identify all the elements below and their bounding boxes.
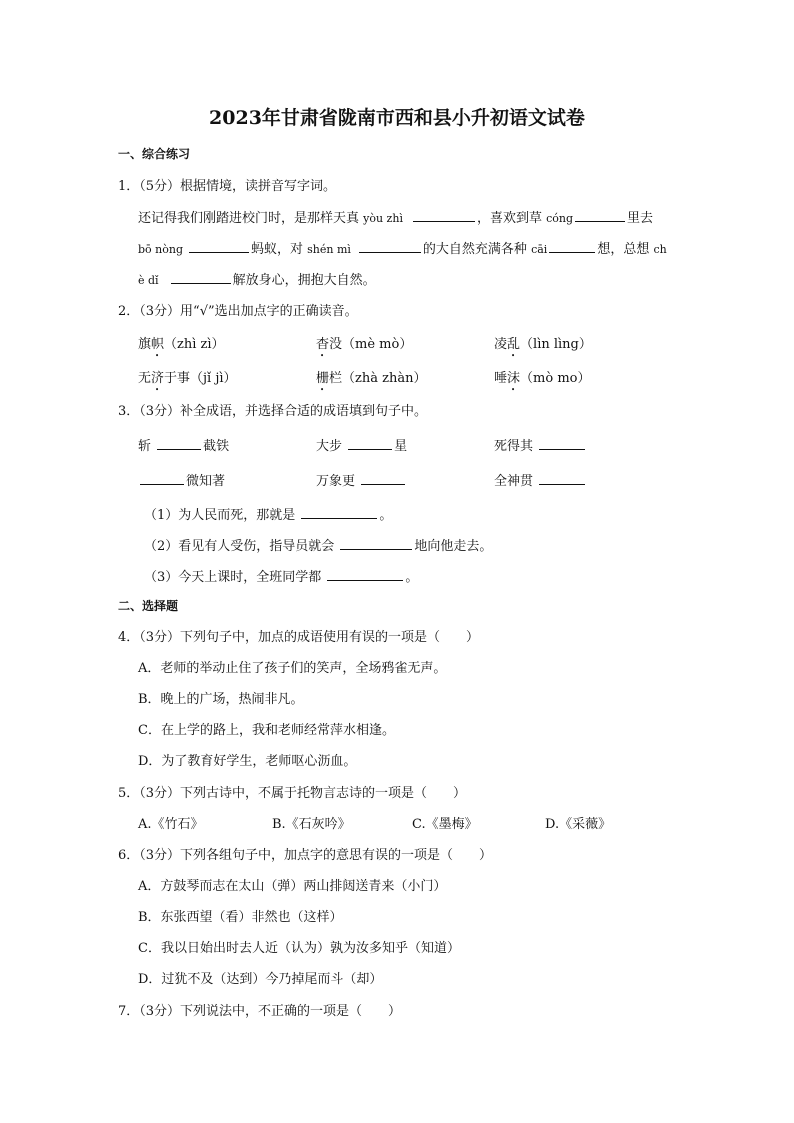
q2-reading: 于事（jǐ jì）: [164, 371, 237, 386]
q1-pinyin: è dǐ: [138, 274, 159, 287]
q2-dotted-char: 沫: [507, 371, 521, 386]
q3-text: 万象更: [316, 474, 360, 489]
q3-idiom: [494, 437, 587, 455]
q3-text: 。: [379, 508, 393, 523]
q2-option[interactable]: [494, 337, 592, 360]
q1-pinyin: cāi: [531, 243, 548, 256]
q3-text: 死得其: [494, 439, 538, 454]
question-3-title: 3．（3分）补全成语，并选择合适的成语填到句子中。: [118, 404, 428, 419]
q2-dotted-char: 栅: [316, 371, 330, 386]
q3-idiom: [494, 472, 587, 490]
q3-idiom-blank[interactable]: [539, 472, 585, 485]
q3-idiom-blank[interactable]: [157, 437, 201, 450]
q6-option-c[interactable]: C．我以日始出时去人近（认为）孰为汝多知乎（知道）: [138, 941, 460, 956]
question-6-title: 6．（3分）下列各组句子中，加点字的意思有误的一项是（ ）: [118, 848, 493, 863]
q3-text: 全神贯: [494, 474, 538, 489]
q3-idiom: [316, 472, 407, 490]
q2-title-text: 2．（3分）用“: [118, 304, 200, 319]
question-4-title: 4．（3分）下列句子中，加点的成语使用有误的一项是（ ）: [118, 630, 480, 645]
q3-idiom-blank[interactable]: [140, 472, 184, 485]
q2-reading: （lìn lìng）: [520, 337, 592, 352]
q1-answer-blank[interactable]: [171, 271, 231, 284]
q1-text: 蚂蚁，对: [251, 242, 308, 257]
q1-answer-blank[interactable]: [189, 240, 249, 253]
q3-idiom-blank[interactable]: [348, 437, 392, 450]
q1-text: 里去: [627, 211, 654, 226]
q4-option-a[interactable]: A．老师的举动止住了孩子们的笑声，全场鸦雀无声。: [138, 661, 447, 676]
q6-option-a[interactable]: A．方鼓琴而志在太山（弹）两山排闼送青来（小门）: [138, 879, 447, 894]
q3-idiom: [316, 437, 407, 455]
q3-text: （3）今天上课时，全班同学都: [144, 570, 326, 585]
question-2-title: [118, 304, 358, 320]
q4-option-c[interactable]: C．在上学的路上，我和老师经常萍水相逢。: [138, 723, 395, 738]
q1-answer-blank[interactable]: [413, 209, 475, 222]
q3-sentence: [144, 568, 418, 586]
q1-pinyin: bō nòng: [138, 243, 183, 256]
q3-text: 微知著: [186, 474, 226, 489]
q2-text: 凌: [494, 337, 508, 352]
q2-text: 唾: [494, 371, 508, 386]
q2-reading: （mò mo）: [520, 371, 591, 386]
q6-option-d[interactable]: D．过犹不及（达到）今乃掉尾而斗（却）: [138, 972, 383, 987]
question-1-line-1: [138, 209, 653, 227]
exam-title: 2023年甘肃省陇南市西和县小升初语文试卷: [209, 107, 585, 129]
q2-option[interactable]: [138, 371, 237, 394]
q2-text: 无: [138, 371, 152, 386]
check-mark-icon: √: [199, 304, 208, 319]
q2-dotted-char: 乱: [507, 337, 521, 352]
q1-pinyin: yòu zhì: [363, 212, 403, 225]
q3-sentence-blank[interactable]: [340, 537, 412, 550]
q3-idiom-blank[interactable]: [539, 437, 585, 450]
q4-option-b[interactable]: B．晚上的广场，热闹非凡。: [138, 692, 304, 707]
q2-text: 旗: [138, 337, 152, 352]
q1-text: 的大自然充满各种: [422, 242, 532, 257]
q3-text: 斩: [138, 439, 156, 454]
q5-option-d[interactable]: D.《采薇》: [545, 817, 612, 832]
question-5-title: 5．（3分）下列古诗中，不属于托物言志诗的一项是（ ）: [118, 786, 467, 801]
q3-text: 大步: [316, 439, 347, 454]
section-heading-2: 二、选择题: [118, 599, 179, 613]
q3-idiom: [138, 437, 229, 455]
q5-option-c[interactable]: C.《墨梅》: [412, 817, 478, 832]
q1-text: ，喜欢到草: [476, 211, 547, 226]
q1-text: 解放身心，拥抱大自然。: [232, 273, 376, 288]
q2-option[interactable]: [316, 371, 426, 394]
q2-title-text: ”选出加点字的正确读音。: [208, 304, 358, 319]
q1-pinyin: ch: [653, 243, 667, 256]
question-1-title: 1．（5分）根据情境，读拼音写字词。: [118, 179, 337, 194]
q3-sentence: [144, 506, 392, 524]
q2-reading: 栏（zhà zhàn）: [329, 371, 427, 386]
q4-option-d[interactable]: D．为了教育好学生，老师呕心沥血。: [138, 754, 357, 769]
q2-option[interactable]: [138, 337, 225, 360]
q1-text: 想，总想: [597, 242, 654, 257]
section-heading-1: 一、综合练习: [118, 147, 191, 161]
q3-text: （1）为人民而死，那就是: [144, 508, 300, 523]
q2-option[interactable]: [316, 337, 412, 360]
q2-option[interactable]: [494, 371, 590, 394]
q3-sentence-blank[interactable]: [327, 568, 403, 581]
q1-answer-blank[interactable]: [549, 240, 595, 253]
q3-text: 截铁: [203, 439, 230, 454]
q3-sentence-blank[interactable]: [301, 506, 377, 519]
q3-text: 。: [405, 570, 419, 585]
q1-text: 还记得我们刚踏进校门时，是那样天真: [138, 211, 364, 226]
q2-reading: 没（mè mò）: [329, 337, 413, 352]
q3-text: （2）看见有人受伤，指导员就会: [144, 539, 339, 554]
question-7-title: 7．（3分）下列说法中，不正确的一项是（ ）: [118, 1004, 402, 1019]
q2-dotted-char: 济: [151, 371, 165, 386]
q1-pinyin: shén mì: [307, 243, 351, 256]
q5-option-b[interactable]: B.《石灰吟》: [272, 817, 351, 832]
q3-sentence: [144, 537, 492, 555]
q6-option-b[interactable]: B．东张西望（看）非然也（这样）: [138, 910, 343, 925]
q3-text: 星: [394, 439, 408, 454]
q3-idiom: [138, 472, 225, 490]
q2-reading: （zhì zì）: [164, 337, 225, 352]
q2-dotted-char: 帜: [151, 337, 165, 352]
q5-option-a[interactable]: A.《竹石》: [138, 817, 204, 832]
q2-dotted-char: 杳: [316, 337, 330, 352]
q3-text: 地向他走去。: [414, 539, 493, 554]
q1-answer-blank[interactable]: [575, 209, 625, 222]
question-1-line-3: [138, 271, 376, 289]
q1-pinyin: cóng: [546, 212, 574, 225]
q1-answer-blank[interactable]: [359, 240, 421, 253]
question-1-line-2: [138, 240, 667, 258]
q3-idiom-blank[interactable]: [361, 472, 405, 485]
